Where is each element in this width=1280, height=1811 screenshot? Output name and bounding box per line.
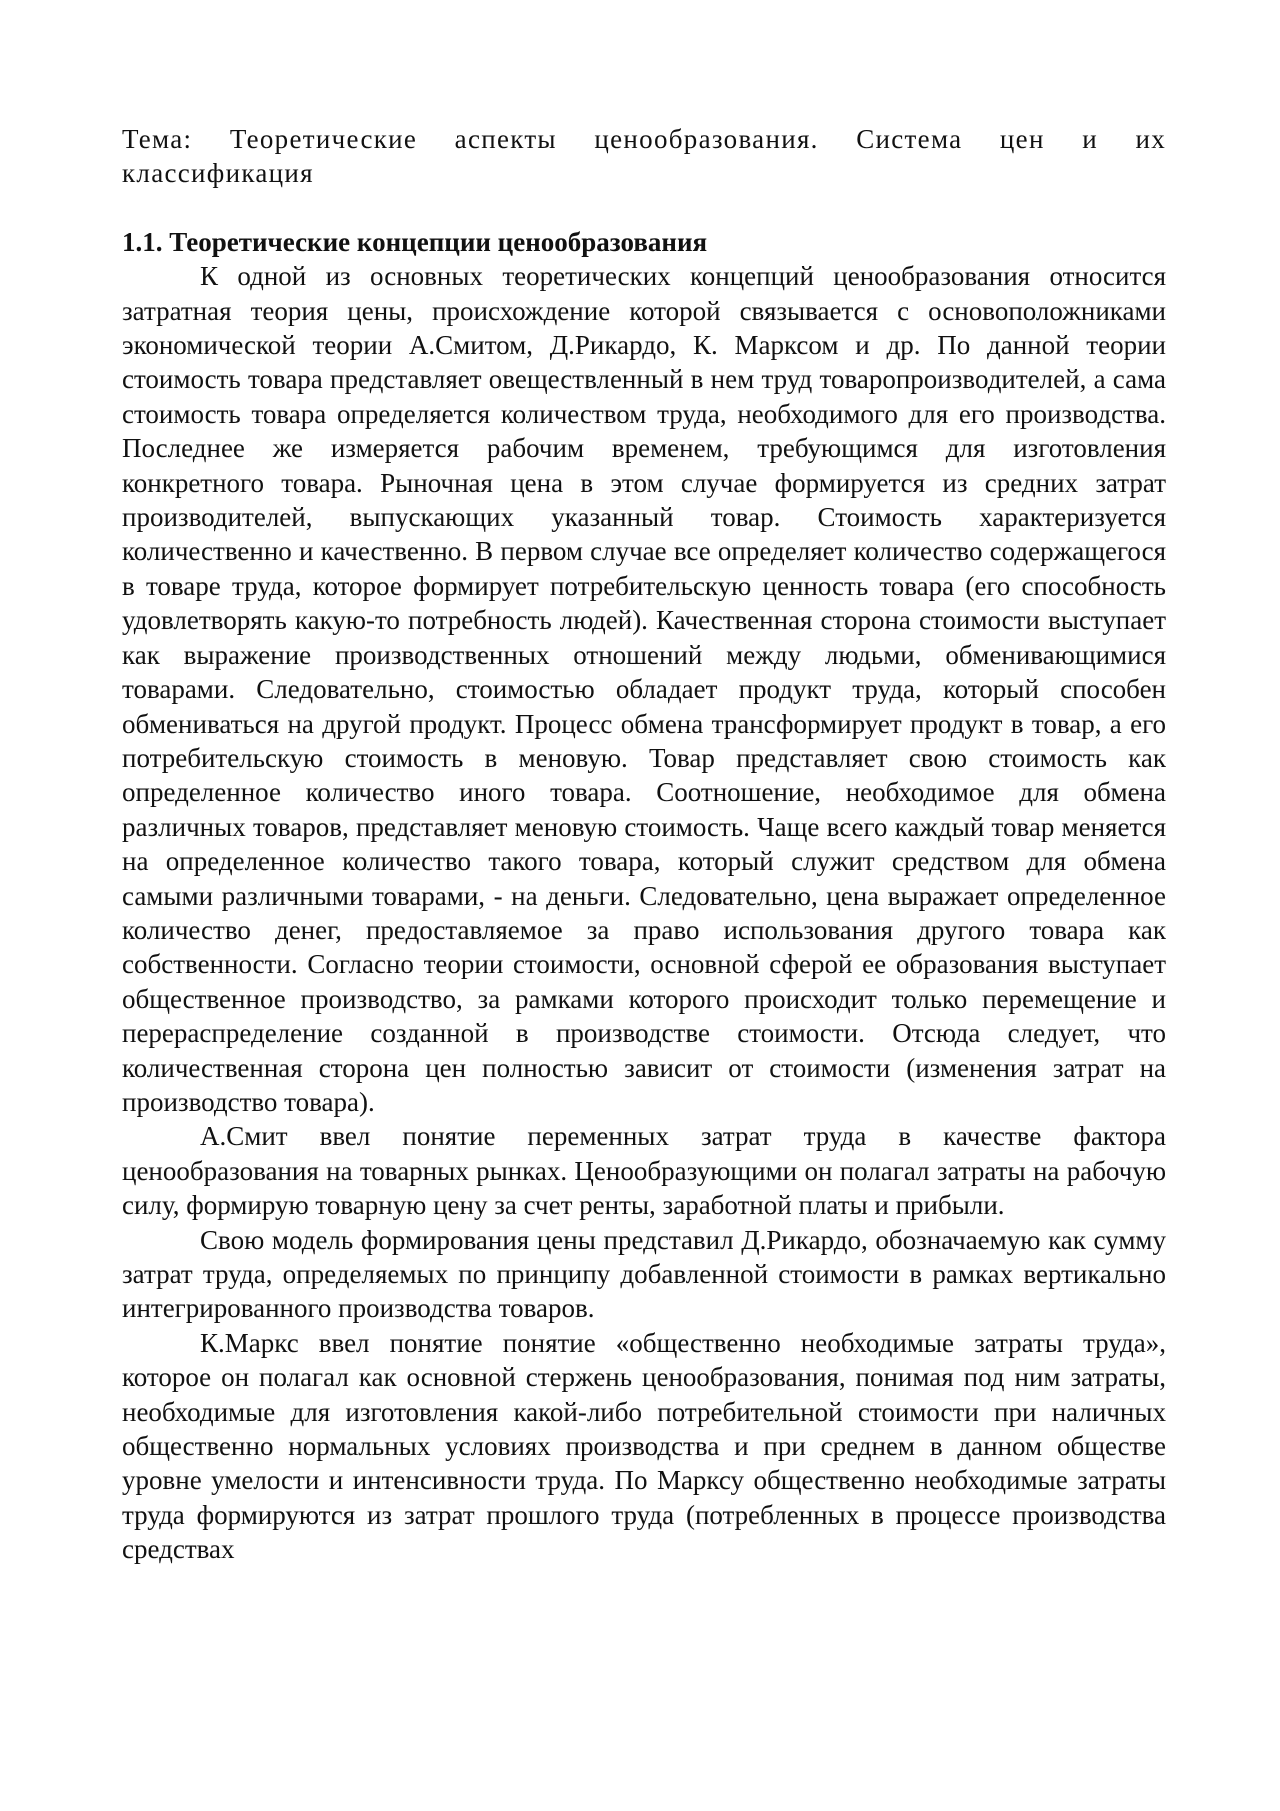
section-heading: 1.1. Теоретические концепции ценообразования	[122, 226, 708, 257]
paragraph-marx: К.Маркс ввел понятие понятие «общественно необходимые затраты труда», которое он полагал как основной стержень ценообразования, понимая под ним затраты, необходимые для изготовления какой-либо потребительной стоимости при наличных общественно нормальных условиях производства и при среднем в данном обществе уровне умелости и интенсивности труда. По Марксу общественно необходимые затраты труда формируются из затрат прошлого труда (потребленных в процессе производства средствах	[122, 1327, 1166, 1565]
document-topic: Тема: Теоретические аспекты ценообразования. Система цен и их классификация	[122, 124, 1166, 189]
paragraph-cost-theory: К одной из основных теоретических концепций ценообразования относится затратная теория цены, происхождение которой связывается с основоположниками экономической теории А.Смитом, Д.Рикардо, К. Марксом и др. По данной теории стоимость товара представляет овеществленный в нем труд товаропроизводителей, а сама стоимость товара определяется количеством труда, необходимого для его производства. Последнее же измеряется рабочим временем, требующимся для изготовления конкретного товара. Рыночная цена в этом случае формируется из средних затрат производителей, выпускающих указанный товар. Стоимость характеризуется количественно и качественно. В первом случае все определяет количество содержащегося в товаре труда, которое формирует потребительскую ценность товара (его способность удовлетворять какую-то потребность людей). Качественная сторона стоимости выступает как выражение производственных отношений между людьми, обменивающимися товарами. Следовательно, стоимостью обладает продукт труда, который способен обмениваться на другой продукт. Процесс обмена трансформирует продукт в товар, а его потребительскую стоимость в меновую. Товар представляет свою стоимость как определенное количество иного товара. Соотношение, необходимое для обмена различных товаров, представляет меновую стоимость. Чаще всего каждый товар меняется на определенное количество такого товара, который служит средством для обмена самыми различными товарами, - на деньги. Следовательно, цена выражает определенное количество денег, предоставляемое за право использования другого товара как собственности. Согласно теории стоимости, основной сферой ее образования выступает общественное производство, за рамками которого происходит только перемещение и перераспределение созданной в производстве стоимости. Отсюда следует, что количественная сторона цен полностью зависит от стоимости (изменения затрат на производство товара).	[122, 261, 1166, 1117]
paragraph-ricardo: Свою модель формирования цены представил Д.Рикардо, обозначаемую как сумму затрат труда, определяемых по принципу добавленной стоимости в рамках вертикально интегрированного производства товаров.	[122, 1224, 1166, 1324]
document-page	[122, 122, 1166, 1567]
paragraph-smith: А.Смит ввел понятие переменных затрат труда в качестве фактора ценообразования на товарных рынках. Ценообразующими он полагал затраты на рабочую силу, формирую товарную цену за счет ренты, заработной платы и прибыли.	[122, 1121, 1166, 1221]
